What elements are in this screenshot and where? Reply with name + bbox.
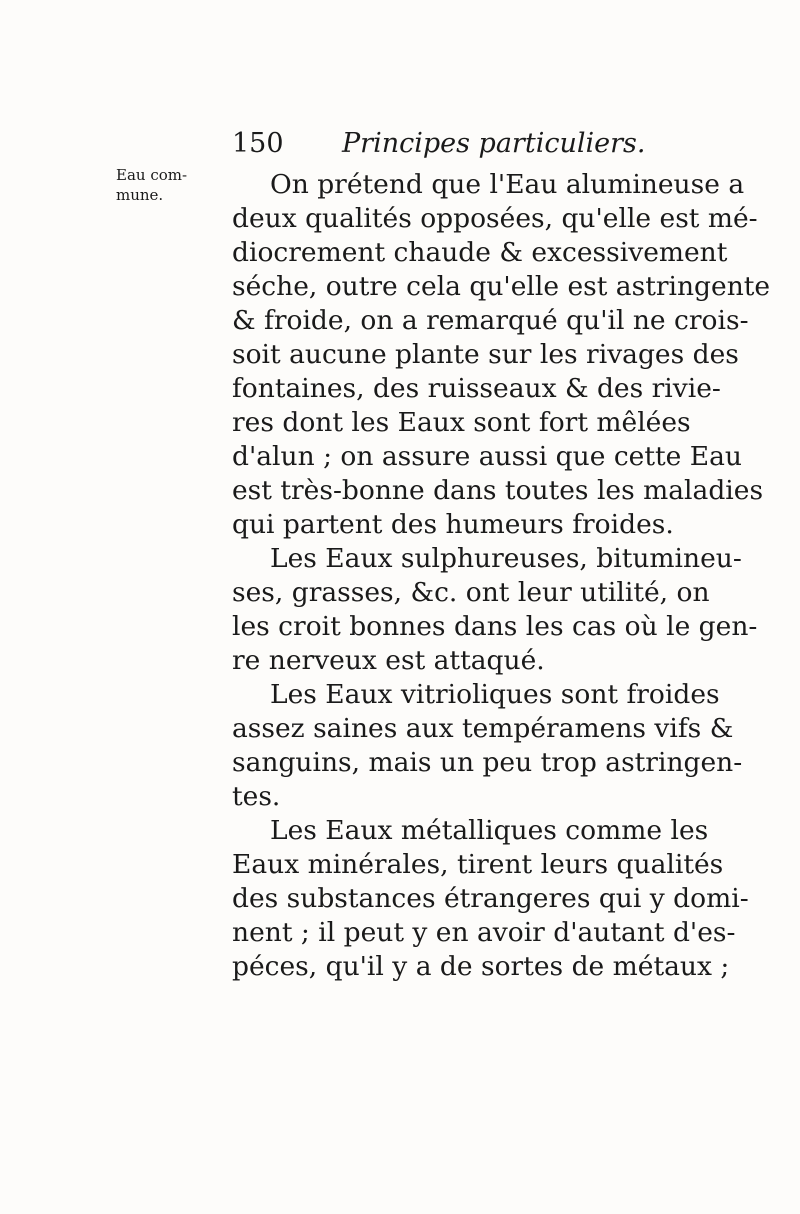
text-line: est très-bonne dans toutes les maladies [232, 475, 764, 506]
text-line: re nerveux est attaqué. [232, 645, 545, 676]
running-head [232, 126, 692, 162]
text-line: tes. [232, 781, 281, 812]
text-line: assez saines aux tempéramens vifs & [232, 713, 734, 744]
text-line: diocrement chaude & excessivement [232, 237, 728, 268]
text-line: des substances étrangeres qui y domi- [232, 883, 749, 914]
running-title: Principes particuliers. [342, 128, 646, 159]
text-line: & froide, on a remarqué qu'il ne crois- [232, 305, 749, 336]
text-line: qui partent des humeurs froides. [232, 509, 674, 540]
text-line: deux qualités opposées, qu'elle est mé- [232, 203, 758, 234]
page-number: 150 [232, 128, 284, 159]
text-line: soit aucune plante sur les rivages des [232, 339, 739, 370]
text-line: On prétend que l'Eau alumineuse a [270, 169, 745, 200]
text-line: nent ; il peut y en avoir d'autant d'es- [232, 917, 736, 948]
text-line: sanguins, mais un peu trop astringen- [232, 747, 743, 778]
text-line: res dont les Eaux sont fort mêlées [232, 407, 691, 438]
body-text [232, 168, 771, 984]
text-line: Les Eaux métalliques comme les [270, 815, 709, 846]
margin-note [116, 165, 236, 205]
text-line: fontaines, des ruisseaux & des rivie- [232, 373, 721, 404]
text-line: d'alun ; on assure aussi que cette Eau [232, 441, 742, 472]
margin-note-line: Eau com- [116, 166, 188, 184]
text-line: séche, outre cela qu'elle est astringente [232, 271, 771, 302]
margin-note-line: mune. [116, 186, 164, 204]
text-line: Eaux minérales, tirent leurs qualités [232, 849, 724, 880]
text-line: ses, grasses, &c. ont leur utilité, on [232, 577, 710, 608]
text-line: Les Eaux sulphureuses, bitumineu- [270, 543, 742, 574]
text-line: Les Eaux vitrioliques sont froides [270, 679, 720, 710]
text-line: péces, qu'il y a de sortes de métaux ; [232, 951, 730, 982]
text-line: les croit bonnes dans les cas où le gen- [232, 611, 758, 642]
